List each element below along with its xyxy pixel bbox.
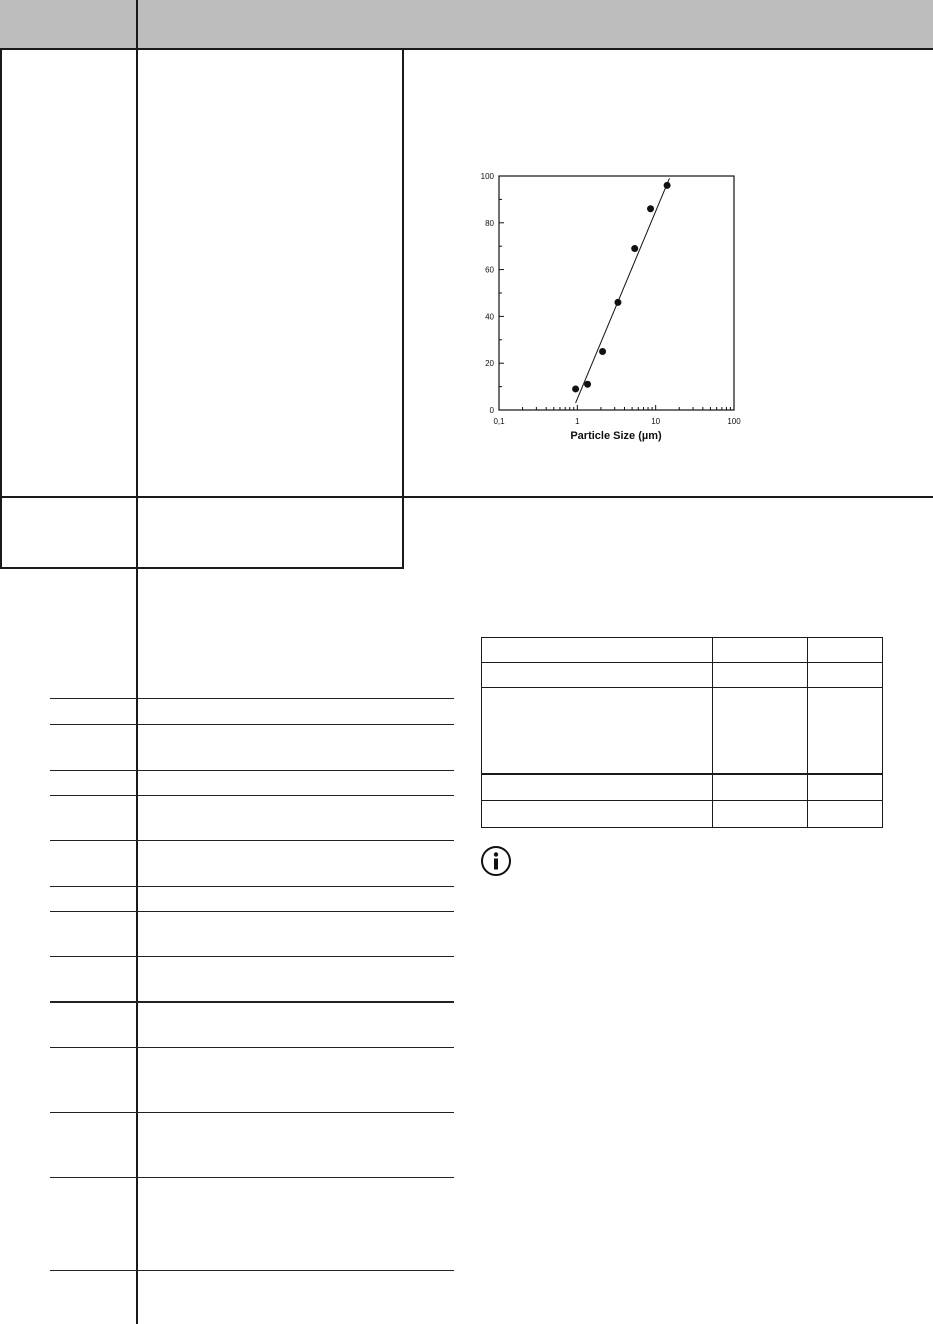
list-rule [50,911,454,912]
y-tick-label: 40 [485,312,494,322]
table-row-divider [481,773,883,775]
y-tick-label: 20 [485,359,494,369]
y-tick-label: 60 [485,265,494,275]
spec-table-row-divider [0,496,933,498]
data-point [584,381,591,388]
list-rule [50,886,454,887]
list-rule [50,770,454,771]
table-row-divider [481,687,883,688]
list-rule [50,956,454,957]
list-rule [50,840,454,841]
particle-size-chart [470,165,750,455]
y-tick-label: 0 [489,406,494,415]
x-tick-label: 1 [575,417,580,426]
list-rule [50,1047,454,1048]
table-row-divider [481,662,883,663]
table-row-divider [481,800,883,801]
info-icon [480,845,512,877]
data-point [664,182,671,189]
table-row-divider [481,827,883,828]
x-tick-label: 10 [651,417,661,426]
list-rule [50,698,454,699]
y-tick-label: 80 [485,218,494,228]
data-point [599,348,606,355]
data-point [631,245,638,252]
list-rule [50,1270,454,1271]
spec-table [0,0,404,569]
plot-frame [499,176,734,410]
data-point [614,299,621,306]
spec-table-column-divider [136,0,138,1324]
spec-table-header [0,0,933,49]
x-axis-label: Particle Size (µm) [570,430,662,442]
x-tick-label: 100 [727,417,741,426]
data-point [647,205,654,212]
x-tick-label: 0,1 [493,417,505,426]
list-rule [50,795,454,796]
list-rule [50,1177,454,1178]
spec-table-header-divider [0,48,933,50]
list-rule [50,1001,454,1003]
list-rule [50,724,454,725]
list-rule [50,1112,454,1113]
table-row-divider [481,637,883,638]
data-table [481,637,883,828]
data-point [572,385,579,392]
fit-line [576,178,670,403]
y-tick-label: 100 [480,172,494,181]
